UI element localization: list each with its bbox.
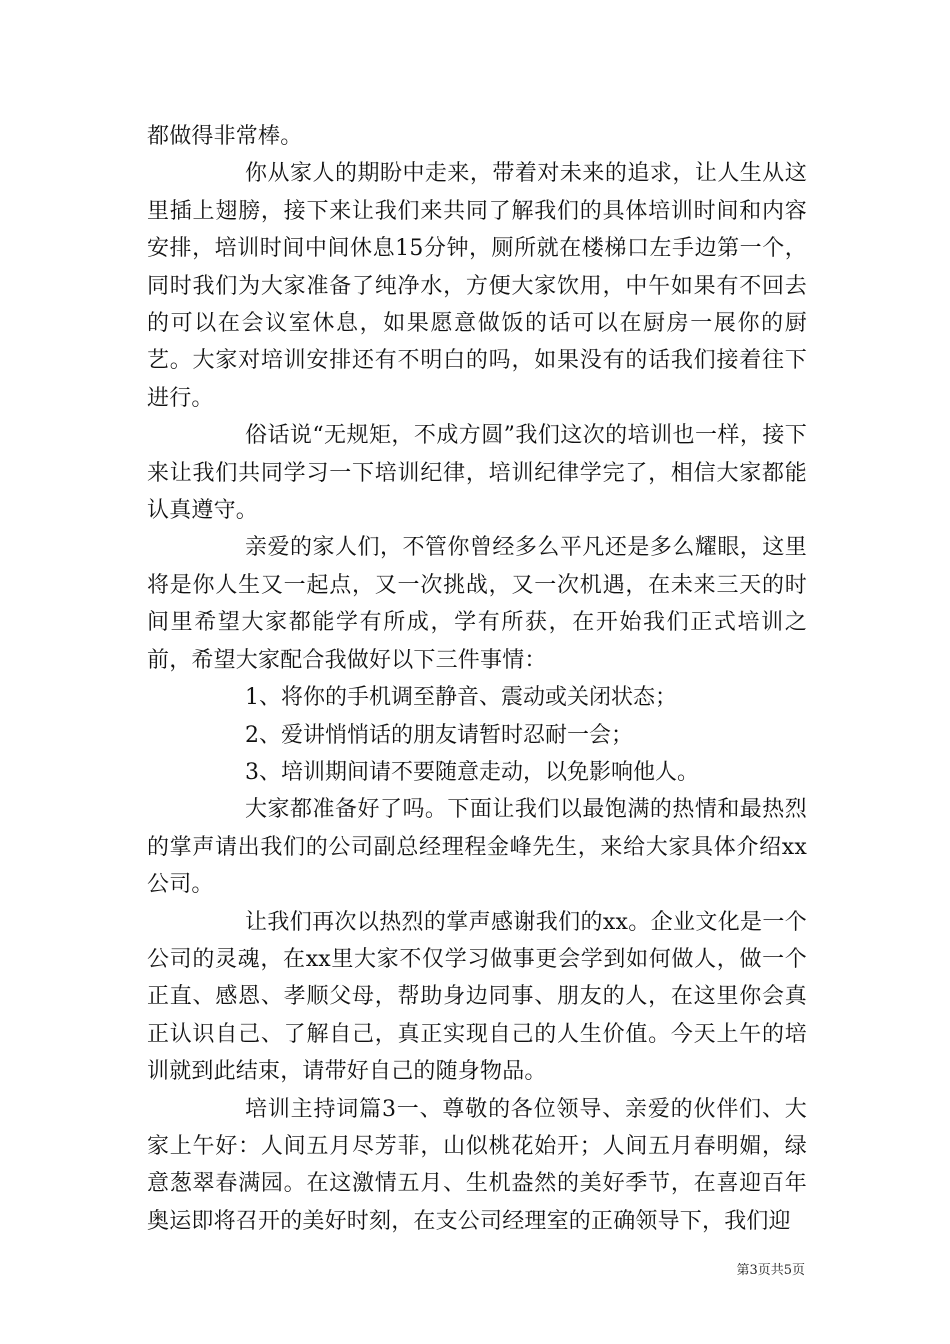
paragraph-closing: 让我们再次以热烈的掌声感谢我们的xx。企业文化是一个公司的灵魂，在xx里大家不仅学习做事更会学到如何做人，做一个正直、感恩、孝顺父母，帮助身边同事、朋友的人，在这里你会真正认识自己、了解自己，真正实现自己的人生价值。今天上午的培训就到此结束，请带好自己的随身物品。 — [147, 909, 807, 1085]
list-item: 2、爱讲悄悄话的朋友请暂时忍耐一会； — [245, 722, 633, 748]
paragraph-discipline: 俗话说“无规矩，不成方圆”我们这次的培训也一样，接下来让我们共同学习一下培训纪律，培训纪律学完了，相信大家都能认真遵守。 — [147, 423, 807, 524]
paragraph-next-section: 培训主持词篇3一、尊敬的各位领导、亲爱的伙伴们、大家上午好：人间五月尽芳菲，山似桃花始开；人间五月春明媚，绿意葱翠春满园。在这激情五月、生机盎然的美好季节，在喜迎百年奥运即将召开的美好时刻，在支公司经理室的正确领导下，我们迎 — [147, 1096, 807, 1234]
paragraph-continuation: 都做得非常棒。 — [147, 124, 303, 149]
page-number: 第3页共5页 — [736, 1263, 805, 1278]
document-body — [147, 118, 807, 1240]
list-item: 1、将你的手机调至静音、震动或关闭状态； — [245, 685, 677, 711]
paragraph-introduction: 大家都准备好了吗。下面让我们以最饱满的热情和最热烈的掌声请出我们的公司副总经理程金峰先生，来给大家具体介绍xx公司。 — [147, 797, 807, 898]
list-item: 3、培训期间请不要随意走动，以免影响他人。 — [245, 759, 699, 785]
paragraph-schedule: 你从家人的期盼中走来，带着对未来的追求，让人生从这里插上翅膀，接下来让我们来共同了解我们的具体培训时间和内容安排，培训时间中间休息15分钟，厕所就在楼梯口左手边第一个，同时我们为大家准备了纯净水，方便大家饮用，中午如果有不回去的可以在会议室休息，如果愿意做饭的话可以在厨房一展你的厨艺。大家对培训安排还有不明白的吗，如果没有的话我们接着往下进行。 — [147, 161, 807, 411]
paragraph-welcome: 亲爱的家人们，不管你曾经多么平凡还是多么耀眼，这里将是你人生又一起点，又一次挑战，又一次机遇，在未来三天的时间里希望大家都能学有所成，学有所获，在开始我们正式培训之前，希望大家配合我做好以下三件事情： — [147, 535, 807, 673]
